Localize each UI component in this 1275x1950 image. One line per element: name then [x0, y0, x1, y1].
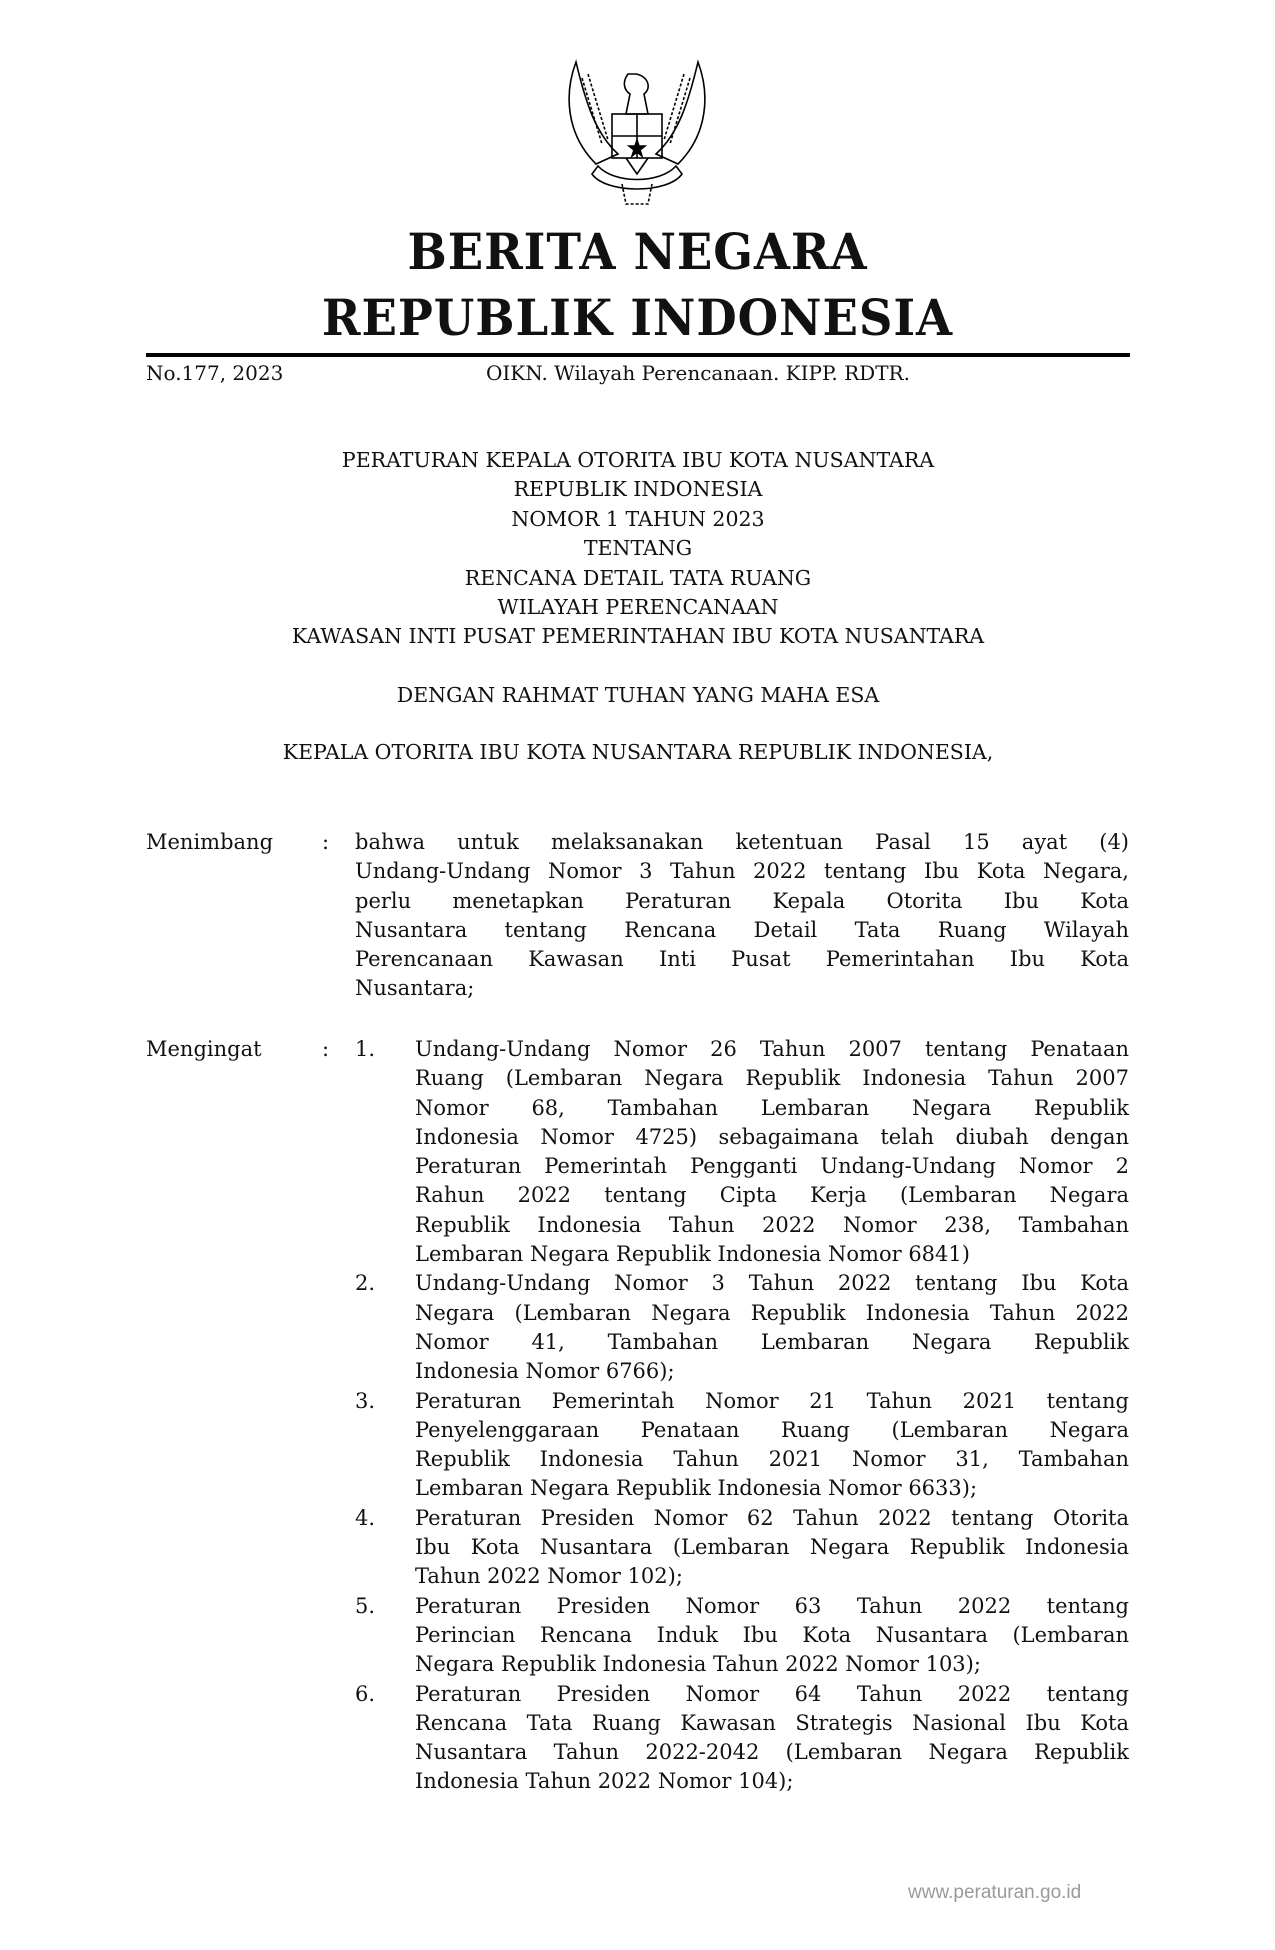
menimbang-label: Menimbang [146, 830, 274, 854]
item-line: Negara (Lembaran Negara Republik Indonesia Tahun 2022 [415, 1300, 1129, 1325]
item-text [415, 1269, 1129, 1386]
publication-number: No.177, 2023 [146, 361, 284, 385]
header-rule [146, 353, 1130, 357]
menimbang-line: Undang-Undang Nomor 3 Tahun 2022 tentang Ibu Kota Negara, [355, 859, 1129, 884]
item-line: Penyelenggaraan Penataan Ruang (Lembaran Negara [415, 1417, 1129, 1442]
regulation-heading [146, 446, 1130, 652]
menimbang-line: Perencanaan Kawasan Inti Pusat Pemerintahan Ibu Kota [355, 947, 1129, 972]
item-line: Indonesia Nomor 4725) sebagaimana telah diubah dengan [415, 1124, 1129, 1149]
garuda-emblem-icon [556, 54, 718, 214]
publication-subtitle: REPUBLIK INDONESIA [321, 288, 954, 347]
item-line: Peraturan Pemerintah Nomor 21 Tahun 2021 tentang [415, 1388, 1129, 1413]
invocation: DENGAN RAHMAT TUHAN YANG MAHA ESA [396, 683, 880, 707]
heading-line: KAWASAN INTI PUSAT PEMERINTAHAN IBU KOTA NUSANTARA [291, 624, 985, 649]
item-line: Negara Republik Indonesia Tahun 2022 Nomor 103); [415, 1652, 981, 1677]
menimbang-line: Nusantara tentang Rencana Detail Tata Ruang Wilayah [355, 917, 1129, 942]
item-line: Peraturan Presiden Nomor 64 Tahun 2022 tentang [415, 1681, 1129, 1706]
item-line: Undang-Undang Nomor 3 Tahun 2022 tentang Ibu Kota [415, 1271, 1129, 1296]
item-text [415, 1592, 1129, 1680]
menimbang-line: perlu menetapkan Peraturan Kepala Otorita Ibu Kota [355, 888, 1129, 913]
item-number: 1. [355, 1037, 376, 1061]
item-number: 2. [355, 1271, 376, 1296]
mengingat-item [355, 1269, 1129, 1386]
item-line: Lembaran Negara Republik Indonesia Nomor 6841) [415, 1242, 970, 1267]
item-line: Ibu Kota Nusantara (Lembaran Negara Republik Indonesia [415, 1535, 1129, 1560]
item-line: Peraturan Pemerintah Pengganti Undang-Undang Nomor 2 [415, 1154, 1129, 1179]
item-line: Tahun 2022 Nomor 102); [415, 1564, 683, 1589]
item-line: Undang-Undang Nomor 26 Tahun 2007 tentang Penataan [415, 1037, 1129, 1061]
item-number: 6. [355, 1681, 376, 1706]
publication-title: BERITA NEGARA [407, 222, 868, 281]
heading-line: TENTANG [583, 536, 693, 561]
mengingat-item [355, 1680, 1129, 1797]
item-line: Peraturan Presiden Nomor 63 Tahun 2022 tentang [415, 1593, 1129, 1618]
menimbang-line: bahwa untuk melaksanakan ketentuan Pasal 15 ayat (4) [355, 830, 1129, 854]
item-line: Lembaran Negara Republik Indonesia Nomor 6633); [415, 1476, 978, 1501]
menimbang-colon: : [322, 830, 330, 854]
mengingat-item [355, 1387, 1129, 1504]
heading-line: RENCANA DETAIL TATA RUANG [464, 565, 812, 590]
item-line: Perincian Rencana Induk Ibu Kota Nusantara (Lembaran [415, 1622, 1129, 1647]
item-line: Ruang (Lembaran Negara Republik Indonesia Tahun 2007 [415, 1066, 1129, 1091]
publication-subject: OIKN. Wilayah Perencanaan. KIPP. RDTR. [486, 361, 910, 385]
mengingat-list [355, 1035, 1129, 1797]
item-line: Nomor 41, Tambahan Lembaran Negara Republik [415, 1329, 1129, 1354]
item-text [415, 1035, 1129, 1269]
heading-line: PERATURAN KEPALA OTORITA IBU KOTA NUSANTARA [341, 448, 935, 472]
item-line: Nusantara Tahun 2022-2042 (Lembaran Negara Republik [415, 1740, 1129, 1765]
menimbang-text [355, 828, 1129, 1004]
item-text [415, 1504, 1129, 1592]
item-line: Indonesia Nomor 6766); [415, 1359, 675, 1384]
menimbang-line: Nusantara; [355, 976, 475, 1001]
item-line: Rencana Tata Ruang Kawasan Strategis Nasional Ibu Kota [415, 1710, 1129, 1735]
mengingat-item [355, 1504, 1129, 1592]
mengingat-item [355, 1035, 1129, 1269]
item-line: Nomor 68, Tambahan Lembaran Negara Republik [415, 1095, 1129, 1120]
watermark: www.peraturan.go.id [908, 1882, 1082, 1903]
authority-line: KEPALA OTORITA IBU KOTA NUSANTARA REPUBLIK INDONESIA, [282, 740, 994, 764]
item-line: Republik Indonesia Tahun 2021 Nomor 31, Tambahan [415, 1447, 1129, 1472]
mengingat-label: Mengingat [146, 1037, 262, 1061]
item-line: Rahun 2022 tentang Cipta Kerja (Lembaran Negara [415, 1183, 1129, 1208]
item-number: 5. [355, 1593, 376, 1618]
heading-line: NOMOR 1 TAHUN 2023 [511, 506, 765, 531]
item-number: 4. [355, 1505, 376, 1530]
item-line: Republik Indonesia Tahun 2022 Nomor 238, Tambahan [415, 1212, 1129, 1237]
item-number: 3. [355, 1388, 376, 1413]
item-text [415, 1680, 1129, 1797]
mengingat-item [355, 1592, 1129, 1680]
item-line: Peraturan Presiden Nomor 62 Tahun 2022 tentang Otorita [415, 1505, 1129, 1530]
item-text [415, 1387, 1129, 1504]
heading-line: WILAYAH PERENCANAAN [497, 595, 779, 620]
heading-line: REPUBLIK INDONESIA [513, 477, 763, 502]
mengingat-colon: : [322, 1037, 330, 1061]
item-line: Indonesia Tahun 2022 Nomor 104); [415, 1769, 794, 1794]
